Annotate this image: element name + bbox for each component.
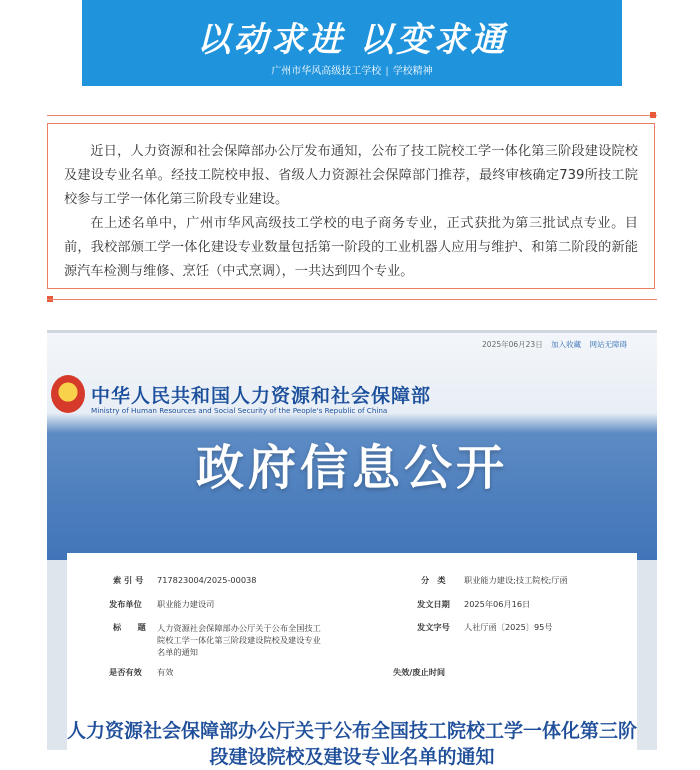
add-favorite-link[interactable]: 加入收藏 [551, 340, 582, 349]
date-value: 2025年06月16日 [464, 599, 531, 609]
national-emblem-icon [51, 375, 85, 413]
divider-top [47, 115, 657, 116]
page-title: 政府信息公开 [195, 440, 508, 496]
ministry-name-en: Ministry of Human Resources and Social Security of the People's Republic of China [91, 406, 388, 415]
docno-value: 人社厅函〔2025〕95号 [464, 622, 553, 632]
publisher-value: 职业能力建设司 [157, 599, 215, 609]
validity-value: 有效 [157, 667, 174, 677]
expiry-label: 失效/废止时间 [393, 667, 446, 677]
publisher-label: 发布单位 [109, 599, 142, 609]
title-label: 标 题 [113, 622, 146, 632]
notice-box [47, 123, 655, 289]
date-label: 发文日期 [417, 599, 450, 609]
notice-paragraph-1: 近日，人力资源和社会保障部办公厅发布通知，公布了技工院校工学一体化第三阶段建设院校及建设专业名单。经技工院校申报、省级人力资源社会保障部门推荐，最终审核确定739所技工院校参与工学一体化第三阶段专业建设。 [64, 144, 638, 207]
school-banner [82, 0, 622, 86]
banner-section: 学校精神 [392, 66, 433, 77]
notice-paragraph-2: 在上述名单中，广州市华风高级技工学校的电子商务专业，正式获批为第三批试点专业。目前，我校部颁工学一体化建设专业数量包括第一阶段的工业机器人应用与维护、和第二阶段的新能源汽车检测与维修、烹饪（中式烹调），一共达到四个专业。 [64, 216, 638, 279]
title-value: 人力资源社会保障部办公厅关于公布全国技工院校工学一体化第三阶段建设院校及建设专业名单的通知 [157, 623, 321, 657]
banner-separator: | [385, 66, 389, 77]
accessibility-link[interactable]: 网站无障碍 [589, 340, 627, 349]
banner-slogan: 以动求进 以变求通 [196, 20, 508, 60]
index-label: 索 引 号 [113, 575, 144, 585]
banner-subtitle [82, 62, 622, 77]
government-page-screenshot [47, 330, 657, 768]
divider-top-marker [650, 112, 656, 118]
ministry-name-cn: 中华人民共和国人力资源和社会保障部 [91, 385, 432, 407]
ministry-header [47, 333, 657, 560]
validity-label: 是否有效 [109, 667, 142, 677]
docno-label: 发文字号 [417, 622, 450, 632]
index-value: 717823004/2025-00038 [157, 575, 257, 585]
category-value: 职业能力建设;技工院校;厅函 [464, 575, 568, 585]
info-card [67, 553, 638, 768]
divider-bottom [47, 299, 657, 300]
top-links [482, 339, 627, 350]
top-date: 2025年06月23日 [482, 340, 543, 349]
document-title: 人力资源社会保障部办公厅关于公布全国技工院校工学一体化第三阶段建设院校及建设专业名单的通知 [67, 720, 638, 768]
category-label: 分 类 [421, 575, 446, 585]
school-name: 广州市华风高级技工学校 [271, 66, 382, 77]
